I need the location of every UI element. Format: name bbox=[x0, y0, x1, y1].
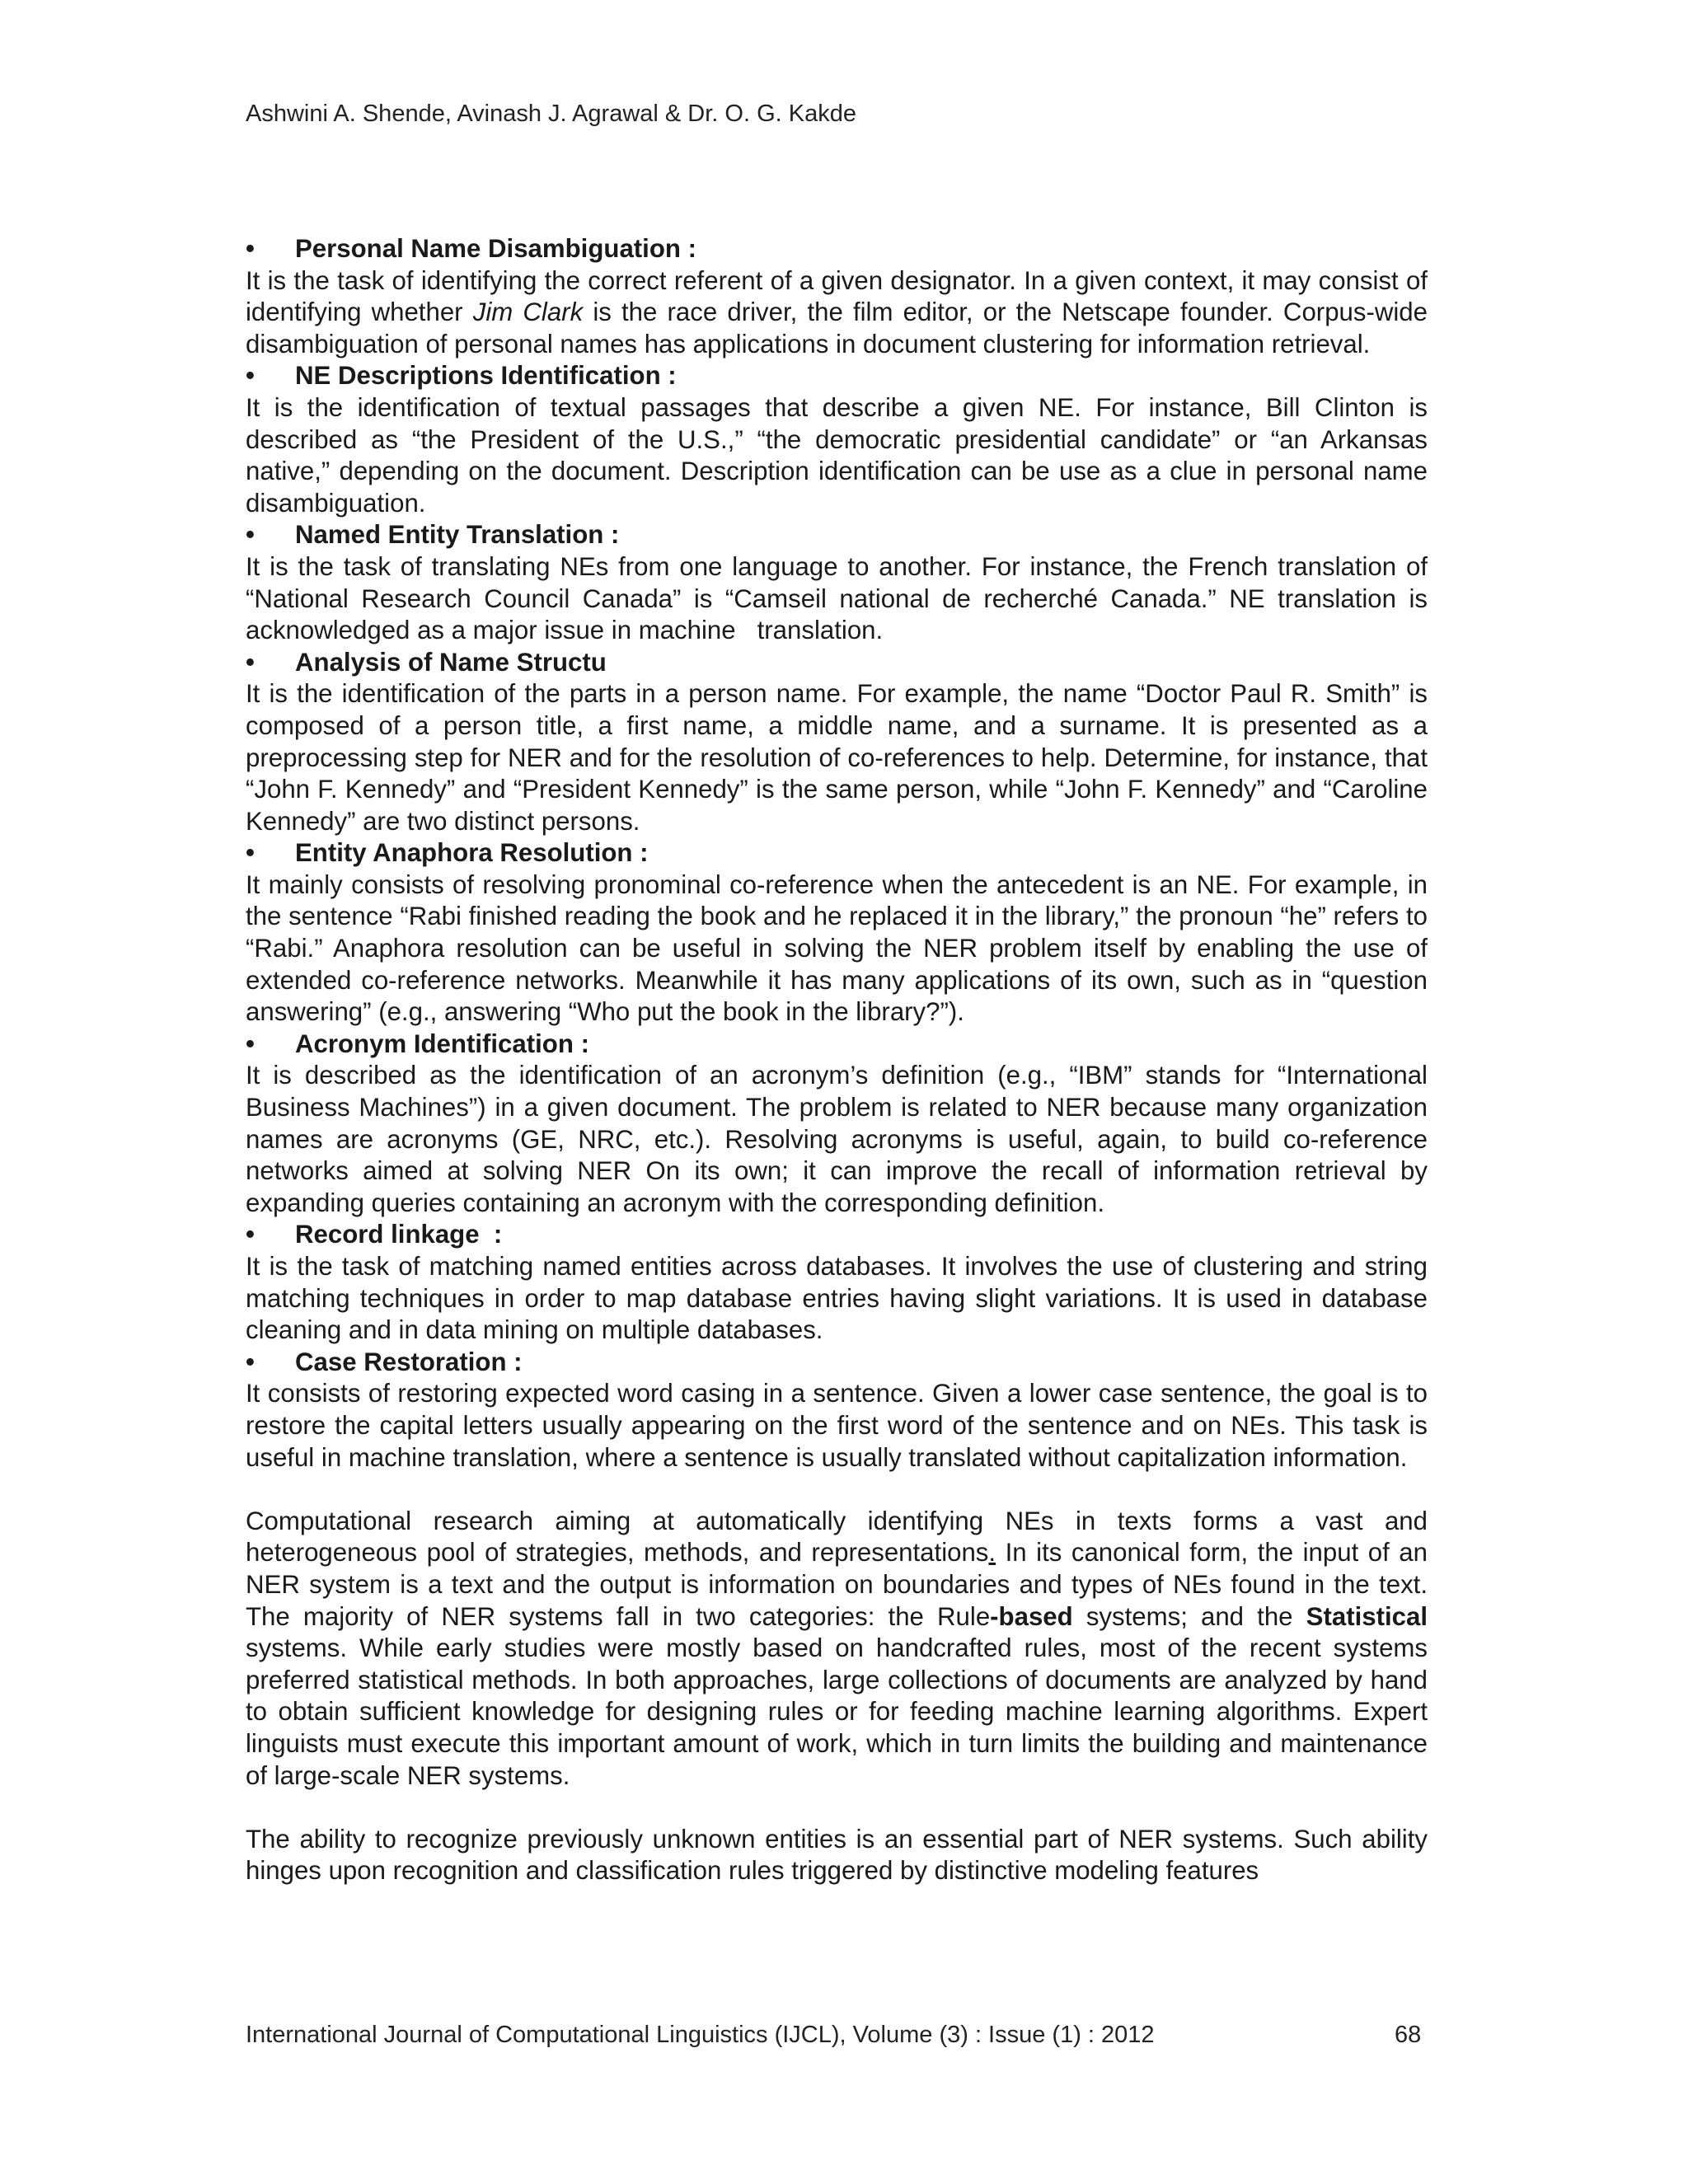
list-item bbox=[246, 1219, 1428, 1346]
item-body-text: It is the task of identifying the correct referent of a given designator. In a given context, it may consist of identifying whether bbox=[246, 265, 1428, 327]
paragraph-text: In its canonical form, the input of an NER system is a text and the output is information on boundaries and types of NEs found in the text. The majority of NER systems fall in two categories: the Rule bbox=[246, 1538, 1428, 1631]
footer-page-number: 68 bbox=[1395, 2022, 1422, 2048]
footer-journal: International Journal of Computational Linguistics (IJCL), Volume (3) : Issue (1) : 2012 bbox=[246, 2022, 1155, 2048]
item-title: Personal Name Disambiguation : bbox=[295, 234, 696, 263]
paragraph-text: Computational research aiming at automatically identifying NEs in texts forms a vast and heterogeneous pool of strategies, methods, and representations bbox=[246, 1506, 1428, 1568]
item-body: It is the identification of textual passages that describe a given NE. For instance, Bill Clinton is described as “the President of the U.S.,” “the democratic presidential candidate” or “an Arkansas native,” depending on the document. Description identification can be use as a clue in personal name disambiguation. bbox=[246, 392, 1428, 518]
list-item bbox=[246, 647, 1428, 838]
item-heading bbox=[246, 837, 1428, 869]
item-title: NE Descriptions Identification : bbox=[295, 361, 677, 391]
list-item bbox=[246, 1347, 1428, 1474]
bullet-glyph: • bbox=[246, 1029, 255, 1058]
body-paragraph: The ability to recognize previously unknown entities is an essential part of NER systems. Such ability hinges upon recognition and classification rules triggered by distinctive modeling features bbox=[246, 1824, 1428, 1886]
item-body-emphasis: Jim Clark bbox=[472, 298, 584, 327]
paragraph-bold: -based bbox=[990, 1601, 1073, 1631]
item-heading bbox=[246, 233, 1428, 265]
paragraph-spacer bbox=[246, 1792, 1428, 1824]
item-heading bbox=[246, 1029, 1428, 1061]
item-heading bbox=[246, 519, 1428, 551]
bullet-glyph: • bbox=[246, 838, 255, 868]
paragraph-text: systems. While early studies were mostly based on handcrafted rules, most of the recent systems preferred statistical methods. In both approaches, large collections of documents are analyzed by hand to obtain sufficient knowledge for designing rules or for feeding machine learning algorithms. Expert linguists must execute this important amount of work, which in turn limits the building and maintenance of large-scale NER systems. bbox=[246, 1633, 1428, 1790]
list-item bbox=[246, 519, 1435, 646]
item-body-text: is the race driver, the film editor, or the Netscape founder. Corpus-wide disambiguation of personal names has applications in document clustering for information retrieval. bbox=[246, 298, 1428, 359]
item-body: It is described as the identification of an acronym’s definition (e.g., “IBM” stands for “International Business Machines”) in a given document. The problem is related to NER because many organization names are acronyms (GE, NRC, etc.). Resolving acronyms is useful, again, to build co-reference networks aimed at solving NER On its own; it can improve the recall of information retrieval by expanding queries containing an acronym with the corresponding definition. bbox=[246, 1061, 1428, 1217]
item-body: It consists of restoring expected word casing in a sentence. Given a lower case sentence, the goal is to restore the capital letters usually appearing on the first word of the sentence and on NEs. This task is useful in machine translation, where a sentence is usually translated without capitalization information. bbox=[246, 1379, 1428, 1472]
item-body: It is the task of matching named entities across databases. It involves the use of clustering and string matching techniques in order to map database entries having slight variations. It is used in database cleaning and in data mining on multiple databases. bbox=[246, 1252, 1428, 1345]
list-item bbox=[246, 233, 1428, 360]
item-heading bbox=[246, 1347, 1428, 1379]
body-paragraph bbox=[246, 1506, 1428, 1792]
item-body: It mainly consists of resolving pronominal co-reference when the antecedent is an NE. For example, in the sentence “Rabi finished reading the book and he replaced it in the library,” the pronoun “he” refers to “Rabi.” Anaphora resolution can be useful in solving the NER problem itself by enabling the use of extended co-reference networks. Meanwhile it has many applications of its own, such as in “question answering” (e.g., answering “Who put the book in the library?”). bbox=[246, 869, 1428, 1027]
list-item bbox=[246, 837, 1428, 1029]
list-item bbox=[246, 360, 1428, 519]
item-title: Record linkage : bbox=[295, 1220, 503, 1249]
item-title: Acronym Identification : bbox=[295, 1029, 589, 1058]
paragraph-spacer bbox=[246, 1474, 1428, 1506]
item-title: Named Entity Translation : bbox=[295, 520, 620, 550]
item-body: It is the task of translating NEs from one language to another. For instance, the French translation of “National Research Council Canada” is “Camseil national de recherché Canada.” NE translation is acknowledged as a major issue in machine translation. bbox=[246, 551, 1435, 645]
paragraph-bold: Statistical bbox=[1306, 1601, 1428, 1631]
item-heading bbox=[246, 647, 1428, 679]
item-heading bbox=[246, 360, 1428, 392]
running-head-authors: Ashwini A. Shende, Avinash J. Agrawal & Dr. O. G. Kakde bbox=[246, 101, 856, 127]
bullet-glyph: • bbox=[246, 1220, 255, 1249]
bullet-glyph: • bbox=[246, 1347, 255, 1376]
paragraph-underlined: . bbox=[988, 1538, 996, 1568]
bullet-glyph: • bbox=[246, 361, 255, 391]
item-body: It is the identification of the parts in a person name. For example, the name “Doctor Paul R. Smith” is composed of a person title, a first name, a middle name, and a surname. It is presented as a preprocessing step for NER and for the resolution of co-references to help. Determine, for instance, that “John F. Kennedy” and “President Kennedy” is the same person, while “John F. Kennedy” and “Caroline Kennedy” are two distinct persons. bbox=[246, 679, 1428, 836]
item-title: Entity Anaphora Resolution : bbox=[295, 838, 649, 868]
paragraph-text: systems; and the bbox=[1072, 1601, 1306, 1631]
bullet-glyph: • bbox=[246, 234, 255, 263]
main-content bbox=[246, 233, 1435, 1887]
item-heading bbox=[246, 1219, 1428, 1251]
list-item bbox=[246, 1029, 1428, 1220]
bullet-glyph: • bbox=[246, 520, 255, 550]
bullet-glyph: • bbox=[246, 647, 255, 677]
item-title: Case Restoration : bbox=[295, 1347, 523, 1376]
item-title: Analysis of Name Structu bbox=[295, 647, 607, 677]
item-body bbox=[246, 265, 1428, 361]
